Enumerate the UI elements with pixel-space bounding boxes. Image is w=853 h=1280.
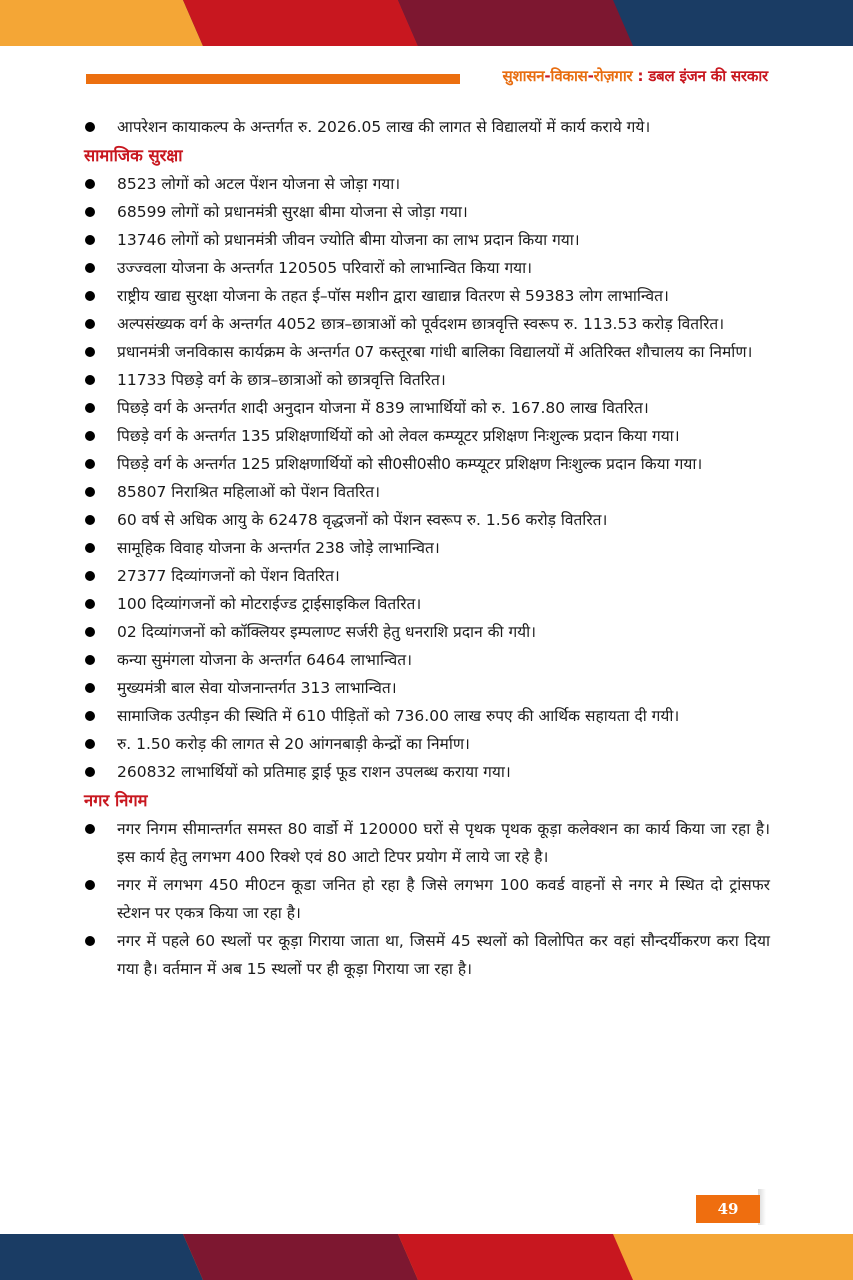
bullet-item [84, 646, 770, 674]
bullet-icon [85, 347, 95, 357]
bullet-item [84, 534, 770, 562]
bullet-icon [85, 403, 95, 413]
bullet-icon [85, 291, 95, 301]
bullet-item [84, 366, 770, 394]
bullet-text: सामाजिक उत्पीड़न की स्थिति में 610 पीड़ितों को 736.00 लाख रुपए की आर्थिक सहायता दी गयी। [117, 707, 680, 725]
bullet-icon [85, 487, 95, 497]
bullet-icon [85, 543, 95, 553]
bullet-text: कन्या सुमंगला योजना के अन्तर्गत 6464 लाभान्वित। [117, 651, 412, 669]
bullet-icon [85, 767, 95, 777]
bullet-text: 27377 दिव्यांगजनों को पेंशन वितरित। [117, 567, 340, 585]
header-title-part-4: डबल इंजन की सरकार [648, 67, 768, 85]
bullet-item [84, 450, 770, 478]
bullet-text: 02 दिव्यांगजनों को कॉक्लियर इम्पलाण्ट सर्जरी हेतु धनराशि प्रदान की गयी। [117, 623, 537, 641]
bullet-text: सामूहिक विवाह योजना के अन्तर्गत 238 जोड़े लाभान्वित। [117, 539, 440, 557]
header-title-part-2: विकास [550, 67, 588, 85]
header-title-part-1: सुशासन [502, 67, 545, 85]
bullet-text: 13746 लोगों को प्रधानमंत्री जीवन ज्योति बीमा योजना का लाभ प्रदान किया गया। [117, 231, 580, 249]
bullet-text: रु. 1.50 करोड़ की लागत से 20 आंगनबाड़ी केन्द्रों का निर्माण। [117, 735, 470, 753]
bullet-item [84, 618, 770, 646]
bullet-text: नगर में लगभग 450 मी0टन कूडा जनित हो रहा है जिसे लगभग 100 कवर्ड वाहनों से नगर मे स्थित दो ट्रांसफर स्टेशन पर एकत्र किया जा रहा है। [117, 876, 770, 922]
bullet-icon [85, 824, 95, 834]
bullet-icon [85, 263, 95, 273]
page-number: 49 [696, 1195, 760, 1223]
section-heading-social-security: सामाजिक सुरक्षा [84, 146, 183, 165]
bullet-icon [85, 936, 95, 946]
bullet-item [84, 254, 770, 282]
bullet-item [84, 170, 770, 198]
main-content [84, 113, 770, 983]
bullet-icon [85, 122, 95, 132]
bullet-text: 100 दिव्यांगजनों को मोटराईज्ड ट्राईसाइकिल वितरित। [117, 595, 422, 613]
bullet-icon [85, 235, 95, 245]
bullet-item [84, 562, 770, 590]
bullet-text: 60 वर्ष से अधिक आयु के 62478 वृद्धजनों को पेंशन स्वरूप रु. 1.56 करोड़ वितरित। [117, 511, 608, 529]
bullet-item [84, 198, 770, 226]
bullet-item [84, 927, 770, 983]
bullet-item [84, 338, 770, 366]
bullet-text: आपरेशन कायाकल्प के अन्तर्गत रु. 2026.05 लाख की लागत से विद्यालयों में कार्य कराये गये। [117, 118, 651, 136]
bullet-item [84, 702, 770, 730]
bullet-text: 85807 निराश्रित महिलाओं को पेंशन वितरित। [117, 483, 381, 501]
bullet-item [84, 815, 770, 871]
bullet-icon [85, 599, 95, 609]
bullet-text: उज्ज्वला योजना के अन्तर्गत 120505 परिवारों को लाभान्वित किया गया। [117, 259, 533, 277]
bullet-icon [85, 515, 95, 525]
bullet-text: 11733 पिछड़े वर्ग के छात्र–छात्राओं को छात्रवृत्ति वितरित। [117, 371, 446, 389]
top-decorative-band [0, 0, 853, 46]
bullet-text: 260832 लाभार्थियों को प्रतिमाह ड्राई फूड राशन उपलब्ध कराया गया। [117, 763, 511, 781]
bullet-icon [85, 431, 95, 441]
bullet-text: 68599 लोगों को प्रधानमंत्री सुरक्षा बीमा योजना से जोड़ा गया। [117, 203, 468, 221]
bullet-text: 8523 लोगों को अटल पेंशन योजना से जोड़ा गया। [117, 175, 401, 193]
bullet-icon [85, 571, 95, 581]
bullet-item [84, 730, 770, 758]
bullet-text: पिछड़े वर्ग के अन्तर्गत 125 प्रशिक्षणार्थियों को सी0सी0सी0 कम्प्यूटर प्रशिक्षण निःशुल्क प्रदान किया गया। [117, 455, 703, 473]
bullet-item [84, 422, 770, 450]
bullet-text: नगर निगम सीमान्तर्गत समस्त 80 वार्डो में 120000 घरों से पृथक पृथक कूड़ा कलेक्शन का कार्य किया जा रहा है। इस कार्य हेतु लगभग 400 रिक्शे एवं 80 आटो टिपर प्रयोग में लाये जा रहे है। [117, 820, 770, 866]
bullet-text: अल्पसंख्यक वर्ग के अन्तर्गत 4052 छात्र–छात्राओं को पूर्वदशम छात्रवृत्ति स्वरूप रु. 113.53 करोड़ वितरित। [117, 315, 725, 333]
header-title [468, 66, 768, 86]
bullet-item [84, 310, 770, 338]
header-accent-bar [86, 74, 460, 84]
bullet-icon [85, 880, 95, 890]
header-title-sep-3: : [632, 67, 649, 85]
bullet-icon [85, 207, 95, 217]
bullet-item [84, 282, 770, 310]
bullet-icon [85, 375, 95, 385]
header-title-sep-1: - [544, 67, 551, 85]
bullet-text: राष्ट्रीय खाद्य सुरक्षा योजना के तहत ई–पॉस मशीन द्वारा खाद्यान्न वितरण से 59383 लोग लाभान्वित। [117, 287, 669, 305]
bullet-icon [85, 459, 95, 469]
bullet-item [84, 478, 770, 506]
bullet-item [84, 674, 770, 702]
bullet-item [84, 590, 770, 618]
bullet-item [84, 113, 770, 141]
section-heading-municipal-corporation: नगर निगम [84, 791, 148, 810]
header-title-part-3: रोज़गार [593, 67, 633, 85]
bullet-icon [85, 179, 95, 189]
bullet-text: पिछड़े वर्ग के अन्तर्गत शादी अनुदान योजना में 839 लाभार्थियों को रु. 167.80 लाख वितरित। [117, 399, 649, 417]
bullet-icon [85, 739, 95, 749]
bottom-decorative-band [0, 1234, 853, 1280]
bullet-icon [85, 711, 95, 721]
bullet-text: नगर में पहले 60 स्थलों पर कूड़ा गिराया जाता था, जिसमें 45 स्थलों को विलोपित कर वहां सौन्दर्यीकरण करा दिया गया है। वर्तमान में अब 15 स्थलों पर ही कूड़ा गिराया जा रहा है। [117, 932, 770, 978]
bullet-text: मुख्यमंत्री बाल सेवा योजनान्तर्गत 313 लाभान्वित। [117, 679, 397, 697]
bullet-icon [85, 683, 95, 693]
bullet-text: प्रधानमंत्री जनविकास कार्यक्रम के अन्तर्गत 07 कस्तूरबा गांधी बालिका विद्यालयों में अतिरिक्त शौचालय का निर्माण। [117, 343, 753, 361]
bullet-item [84, 871, 770, 927]
bullet-icon [85, 627, 95, 637]
bullet-icon [85, 319, 95, 329]
header-title-sep-2: - [587, 67, 594, 85]
bullet-item [84, 758, 770, 786]
bullet-item [84, 394, 770, 422]
bullet-icon [85, 655, 95, 665]
bullet-item [84, 226, 770, 254]
bullet-text: पिछड़े वर्ग के अन्तर्गत 135 प्रशिक्षणार्थियों को ओ लेवल कम्प्यूटर प्रशिक्षण निःशुल्क प्रदान किया गया। [117, 427, 680, 445]
bullet-item [84, 506, 770, 534]
